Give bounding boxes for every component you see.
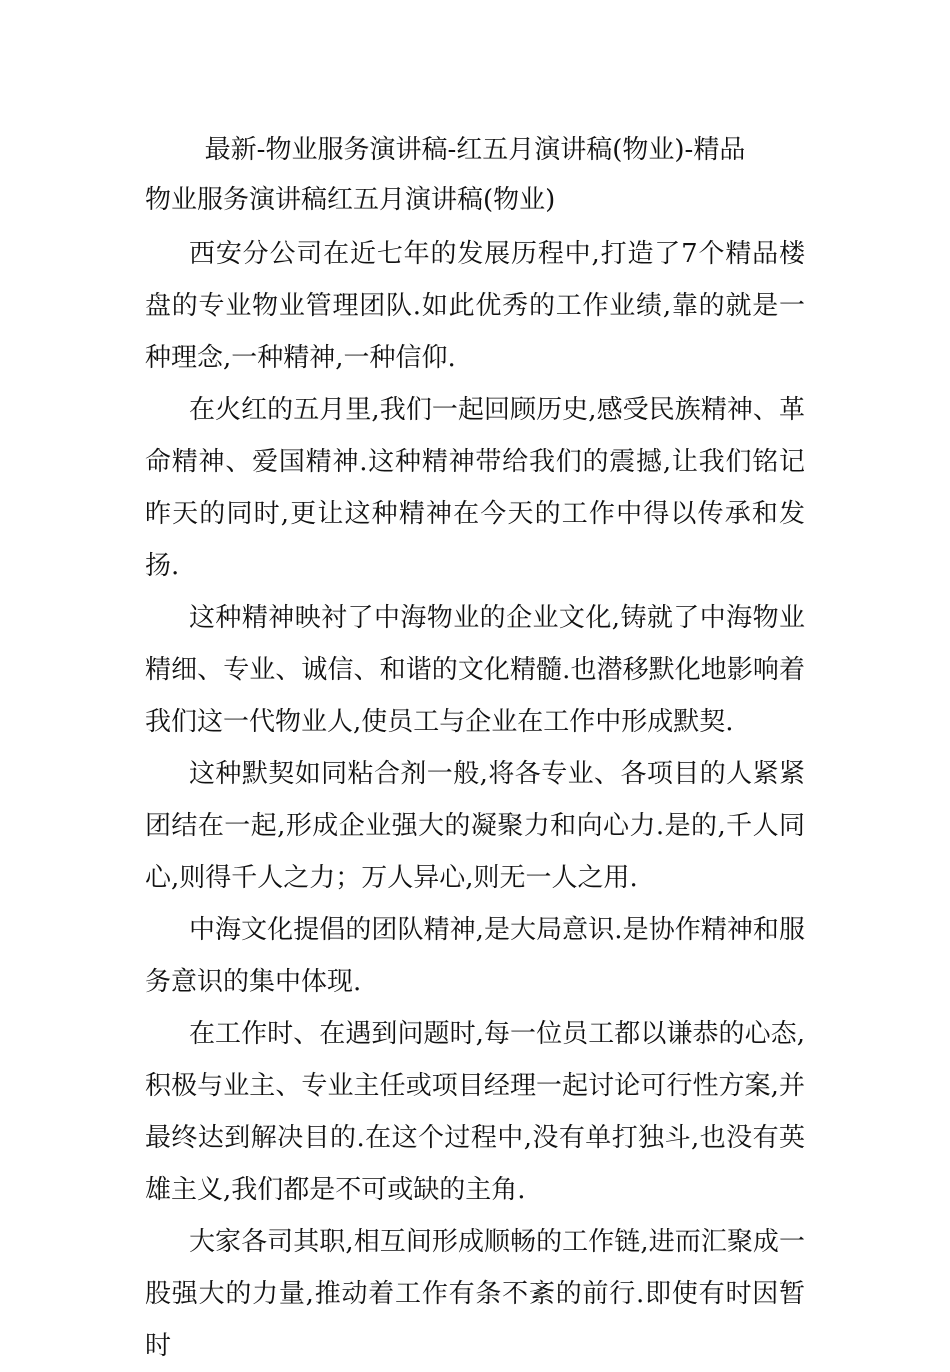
paragraph: 西安分公司在近七年的发展历程中,打造了7个精品楼盘的专业物业管理团队.如此优秀的工作业绩,靠的就是一种理念,一种精神,一种信仰. bbox=[145, 239, 805, 373]
paragraph: 在火红的五月里,我们一起回顾历史,感受民族精神、革命精神、爱国精神.这种精神带给我们的震撼,让我们铭记昨天的同时,更让这种精神在今天的工作中得以传承和发扬. bbox=[145, 395, 805, 581]
paragraph: 在工作时、在遇到问题时,每一位员工都以谦恭的心态,积极与业主、专业主任或项目经理一起讨论可行性方案,并最终达到解决目的.在这个过程中,没有单打独斗,也没有英雄主义,我们都是不可或缺的主角. bbox=[145, 1019, 805, 1205]
paragraph: 这种默契如同粘合剂一般,将各专业、各项目的人紧紧团结在一起,形成企业强大的凝聚力和向心力.是的,千人同心,则得千人之力；万人异心,则无一人之用. bbox=[145, 759, 805, 893]
paragraph: 中海文化提倡的团队精神,是大局意识.是协作精神和服务意识的集中体现. bbox=[145, 915, 805, 997]
paragraph: 大家各司其职,相互间形成顺畅的工作链,进而汇聚成一股强大的力量,推动着工作有条不紊的前行.即使有时因暂时 bbox=[145, 1227, 805, 1361]
document-body bbox=[145, 228, 805, 1372]
document-subtitle: 物业服务演讲稿红五月演讲稿(物业) bbox=[145, 185, 556, 215]
paragraph: 这种精神映衬了中海物业的企业文化,铸就了中海物业精细、专业、诚信、和谐的文化精髓.也潜移默化地影响着我们这一代物业人,使员工与企业在工作中形成默契. bbox=[145, 603, 805, 737]
document-title: 最新-物业服务演讲稿-红五月演讲稿(物业)-精品 bbox=[204, 135, 746, 165]
